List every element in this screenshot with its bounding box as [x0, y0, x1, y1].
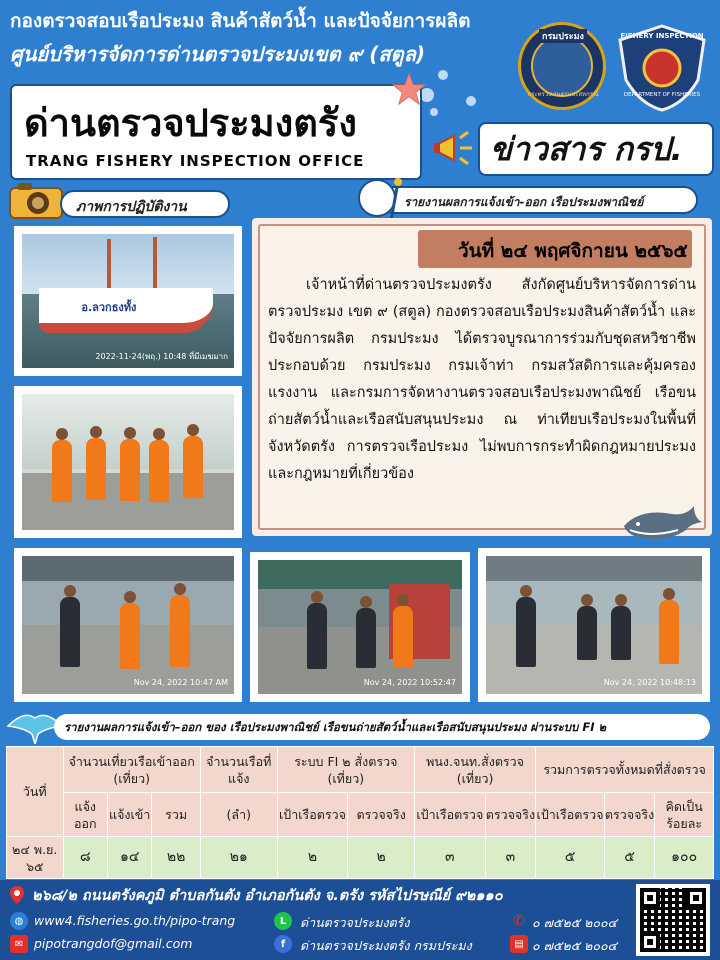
boat-name: อ.ลวกธงทั้ง [81, 301, 137, 315]
photo-team-group [14, 386, 242, 538]
cell-fi2-actual: ๒ [348, 837, 415, 879]
photo-timestamp: 2022-11-24(พฤ.) 10:48 ที่มีเมฆมาก [95, 352, 228, 361]
bubble-decoration [438, 70, 448, 80]
bubble-decoration [430, 108, 438, 116]
photo-timestamp: Nov 24, 2022 10:48:13 [603, 678, 696, 687]
line-account[interactable]: ด่านตรวจประมงตรัง [300, 915, 410, 930]
photo-document-check [14, 548, 242, 702]
website-link[interactable]: www4.fisheries.go.th/pipo-trang [34, 913, 236, 928]
col-boats: จำนวนเรือที่แจ้ง [200, 747, 277, 793]
facebook-icon: f [274, 935, 292, 953]
col-fi2-target: เป้าเรือตรวจ [277, 793, 348, 837]
camera-icon [8, 180, 64, 220]
cell-sum: ๒๒ [152, 837, 200, 879]
news-label: ข่าวสาร กรป. [490, 130, 683, 168]
cell-fi2-target: ๒ [277, 837, 348, 879]
location-pin-icon [10, 886, 24, 904]
emblem-top-text: FISHERY INSPECTION [620, 32, 704, 40]
qr-code [636, 884, 710, 956]
globe-icon: ◍ [10, 912, 28, 930]
photo-timestamp: Nov 24, 2022 10:47 AM [133, 678, 228, 687]
col-total-target: เป้าเรือตรวจ [536, 793, 605, 837]
col-date: วันที่ [7, 747, 64, 837]
article-date: วันที่ ๒๔ พฤศจิกายน ๒๕๖๕ [418, 230, 692, 268]
phone-icon: ✆ [513, 913, 525, 929]
office-title-thai: ด่านตรวจประมงตรัง [24, 101, 357, 145]
department-line: กองตรวจสอบเรือประมง สินค้าสัตว์น้ำ และปัจจัยการผลิต [10, 10, 471, 32]
col-fi2-actual: ตรวจจริง [348, 793, 415, 837]
photo-inspection-team [250, 552, 470, 702]
col-staff-actual: ตรวจจริง [485, 793, 536, 837]
col-fi2: ระบบ FI ๒ สั่งตรวจ (เที่ยว) [277, 747, 414, 793]
article-body: เจ้าหน้าที่ด่านตรวจประมงตรัง สังกัดศูนย์บริหารจัดการด่านตรวจประมง เขต ๙ (สตูล) กองตรวจสอบเรือประมงสินค้าสัตว์น้ำ และปัจจัยการผลิต กรมประมง ได้ตรวจบูรณาการร่วมกับชุดสหวิชาชีพ ประกอบด้วย กรมประมง กรมเจ้าท่า กรมสวัสดิการและคุ้มครองแรงงาน และกรมการจัดหางานตรวจสอบเรือประมงพาณิชย์ เรือขนถ่ายสัตว์น้ำและเรือสนับสนุนประมง ณ ท่าเทียบเรือประมงในพื้นที่จังหวัดตรัง การตรวจเรือประมง ไม่พบการกระทำผิดกฎหมายประมงและกฎหมายที่เกี่ยวข้อง [268, 277, 696, 482]
seal-label: กรมประมง [539, 29, 587, 43]
phone-number: ๐ ๗๕๒๕ ๒๐๐๔ [532, 915, 618, 930]
bubble-decoration [466, 96, 476, 106]
cell-percent: ๑๐๐ [655, 837, 714, 879]
megaphone-icon [432, 128, 476, 168]
report-table [6, 746, 714, 879]
office-title-english: TRANG FISHERY INSPECTION OFFICE [26, 152, 365, 170]
col-percent: คิดเป็นร้อยละ [655, 793, 714, 837]
cell-total-target: ๕ [536, 837, 605, 879]
photo-timestamp: Nov 24, 2022 10:52:47 [363, 678, 456, 687]
col-total: รวมการตรวจทั้งหมดที่สั่งตรวจ [536, 747, 714, 793]
fax-number: ๐ ๗๕๒๕ ๒๐๐๔ [532, 938, 618, 953]
email-icon: ✉ [10, 935, 28, 953]
col-sum: รวม [152, 793, 200, 837]
cell-staff-target: ๓ [414, 837, 485, 879]
email-link[interactable]: pipotrangdof@gmail.com [34, 936, 193, 951]
cell-out: ๘ [63, 837, 107, 879]
col-out: แจ้งออก [63, 793, 107, 837]
cell-total-actual: ๕ [604, 837, 655, 879]
whale-icon [620, 496, 704, 546]
fax-icon: ▤ [510, 935, 528, 953]
line-app-icon: L [274, 912, 292, 930]
center-line: ศูนย์บริหารจัดการด่านตรวจประมงเขต ๙ (สตูล) [10, 42, 425, 66]
col-unit: (ลำ) [200, 793, 277, 837]
seal-caption: กระทรวงเกษตรและสหกรณ์ [527, 91, 599, 98]
fishery-inspection-emblem-icon [614, 22, 710, 112]
col-total-actual: ตรวจจริง [604, 793, 655, 837]
photo-pier-inspection [478, 548, 710, 702]
cell-in: ๑๔ [107, 837, 151, 879]
col-in: แจ้งเข้า [107, 793, 151, 837]
table-row [7, 837, 714, 879]
row-date: ๒๔ พ.ย. ๖๕ [7, 837, 64, 879]
starfish-icon [392, 72, 426, 106]
cell-staff-actual: ๓ [485, 837, 536, 879]
col-staff-target: เป้าเรือตรวจ [414, 793, 485, 837]
address: ๒๖๘/๒ ถนนตรังคภูมิ ตำบลกันตัง อำเภอกันตัง จ.ตรัง รหัสไปรษณีย์ ๙๒๑๑๐ [32, 888, 503, 904]
department-of-fisheries-seal [518, 22, 606, 110]
table-title: รายงานผลการแจ้งเข้า–ออก ของ เรือประมงพาณิชย์ เรือขนถ่ายสัตว์น้ำและเรือสนับสนุนประมง ผ่านระบบ FI ๒ [54, 714, 710, 740]
emblem-bottom-text: DEPARTMENT OF FISHERIES [623, 92, 701, 98]
photo-fishing-boat [14, 226, 242, 376]
cell-boats: ๒๑ [200, 837, 277, 879]
activities-section-label: ภาพการปฏิบัติงาน [60, 190, 230, 218]
col-trips: จำนวนเที่ยวเรือเข้าออก (เที่ยว) [63, 747, 200, 793]
col-staff: พนง.จนท.สั่งตรวจ (เที่ยว) [414, 747, 535, 793]
facebook-page[interactable]: ด่านตรวจประมงตรัง กรมประมง [300, 938, 472, 953]
report-section-label: รายงานผลการแจ้งเข้า-ออก เรือประมงพาณิชย์ [380, 186, 698, 214]
